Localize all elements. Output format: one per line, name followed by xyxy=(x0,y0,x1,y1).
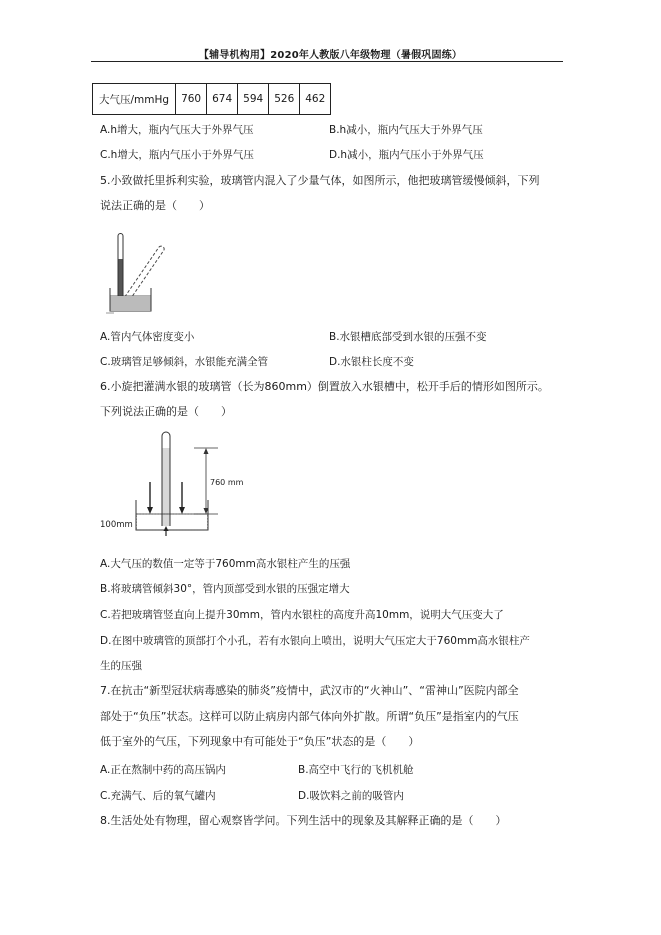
q7-option-b: B.高空中飞行的飞机机舱 xyxy=(298,764,414,776)
q6-option-d-continued: 生的压强 xyxy=(100,660,142,672)
q7-stem-line-1: 7.在抗击“新型冠状病毒感染的肺炎”疫情中，武汉市的“火神山”、“雷神山”医院内部全 xyxy=(100,684,519,697)
q4-option-b: B.h减小，瓶内气压大于外界气压 xyxy=(329,124,483,136)
table-row-label: 大气压/mmHg xyxy=(93,84,176,115)
q7-option-c: C.充满气、后的氧气罐内 xyxy=(100,790,216,802)
table-cell: 462 xyxy=(300,84,331,115)
q7-option-d: D.吸饮料之前的吸管内 xyxy=(298,790,404,802)
q8-stem-line-1: 8.生活处处有物理，留心观察皆学问。下列生活中的现象及其解释正确的是（ ） xyxy=(100,814,507,827)
q6-stem-line-2: 下列说法正确的是（ ） xyxy=(100,405,232,418)
label-760-mm: 760 mm xyxy=(210,478,244,487)
q5-stem-line-1: 5.小致做托里拆利实验，玻璃管内混入了少量气体，如图所示，他把玻璃管缓慢倾斜，下列 xyxy=(100,174,540,187)
q5-stem-line-2: 说法正确的是（ ） xyxy=(100,199,210,212)
q5-option-d: D.水银柱长度不变 xyxy=(329,356,414,368)
header-divider xyxy=(91,61,563,62)
table-cell: 674 xyxy=(207,84,238,115)
q4-option-a: A.h增大，瓶内气压大于外界气压 xyxy=(100,124,254,136)
q6-option-d: D.在图中玻璃管的顶部打个小孔，若有水银向上喷出，说明大气压定大于760mm高水银柱产 xyxy=(100,635,530,647)
q7-stem-line-2: 部处于“负压”状态。这样可以防止病房内部气体向外扩散。所谓“负压”是指室内的气压 xyxy=(100,710,519,723)
q4-option-d: D.h减小，瓶内气压小于外界气压 xyxy=(329,149,484,161)
q5-option-a: A.管内气体密度变小 xyxy=(100,331,195,343)
table-cell: 594 xyxy=(238,84,269,115)
table-cell: 526 xyxy=(269,84,300,115)
page-header: 【辅导机构用】2020年人教版八年级物理（暑假巩固练） xyxy=(198,50,463,61)
q6-mercury-tube-figure xyxy=(98,430,248,540)
q4-option-c: C.h增大，瓶内气压小于外界气压 xyxy=(100,149,254,161)
q6-option-c: C.若把玻璃管竖直向上提升30mm，管内水银柱的高度升高10mm，说明大气压变大了 xyxy=(100,609,504,621)
q6-stem-line-1: 6.小旋把灌满水银的玻璃管（长为860mm）倒置放入水银槽中，松开手后的情形如图所示。 xyxy=(100,380,549,393)
table-cell: 760 xyxy=(176,84,207,115)
label-100-mm: 100mm xyxy=(100,520,133,530)
q7-stem-line-3: 低于室外的气压，下列现象中有可能处于“负压”状态的是（ ） xyxy=(100,735,420,748)
q5-option-b: B.水银槽底部受到水银的压强不变 xyxy=(329,331,487,343)
q6-option-a: A.大气压的数值一定等于760mm高水银柱产生的压强 xyxy=(100,558,351,570)
pressure-table xyxy=(92,83,331,115)
q5-torricelli-tilt-figure xyxy=(106,233,176,318)
table-row xyxy=(93,84,331,115)
q7-option-a: A.正在熬制中药的高压锅内 xyxy=(100,764,226,776)
q6-option-b: B.将玻璃管倾斜30°，管内顶部受到水银的压强定增大 xyxy=(100,583,350,595)
q5-option-c: C.玻璃管足够倾斜，水银能充满全管 xyxy=(100,356,269,368)
